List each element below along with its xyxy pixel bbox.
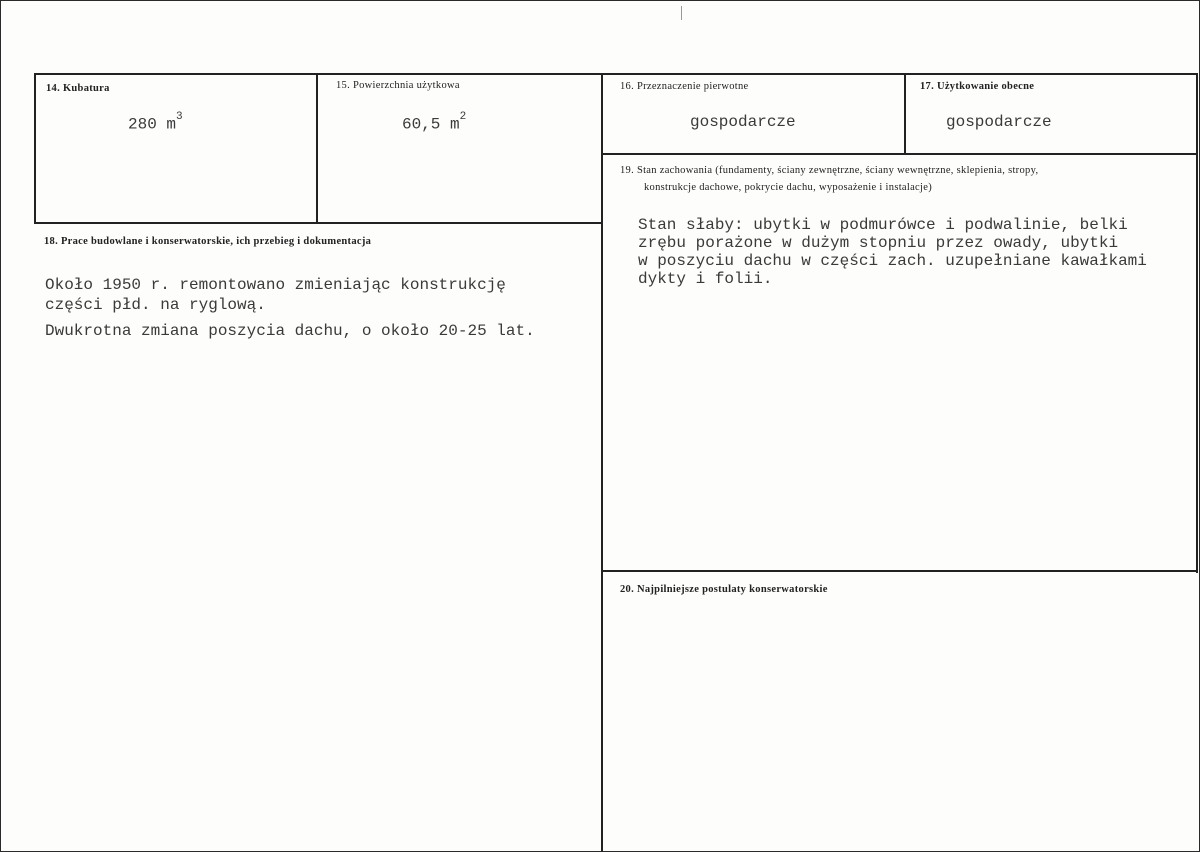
- field-18-text-line: Około 1950 r. remontowano zmieniając konstrukcję: [45, 276, 506, 294]
- grid-line-16-17: [904, 73, 906, 154]
- field-15-label: 15. Powierzchnia użytkowa: [336, 80, 460, 91]
- scan-mark: [681, 6, 682, 20]
- field-17-value: gospodarcze: [946, 113, 1052, 131]
- field-18-text-line: części płd. na ryglową.: [45, 296, 266, 314]
- grid-line-14-18: [34, 222, 603, 224]
- field-16-label: 16. Przeznaczenie pierwotne: [620, 81, 749, 92]
- field-16-value: gospodarcze: [690, 113, 796, 131]
- field-18-label: 18. Prace budowlane i konserwatorskie, ich przebieg i dokumentacja: [44, 236, 372, 247]
- field-19-text-line: w poszyciu dachu w części zach. uzupełniane kawałkami: [638, 252, 1147, 270]
- field-19-label-line2: konstrukcje dachowe, pokrycie dachu, wyposażenie i instalacje): [644, 182, 932, 193]
- field-14-label: 14. Kubatura: [46, 83, 110, 94]
- grid-line-19-20: [603, 570, 1198, 572]
- field-19-text-line: dykty i folii.: [638, 270, 773, 288]
- field-17-label: 17. Użytkowanie obecne: [920, 81, 1035, 92]
- grid-line-left: [34, 73, 36, 223]
- grid-line-right: [1196, 73, 1198, 573]
- field-19-text-line: zrębu porażone w dużym stopniu przez owady, ubytki: [638, 234, 1119, 252]
- field-15-value: 60,5 $m^2$: [402, 111, 467, 134]
- grid-line-top: [34, 73, 1198, 75]
- grid-line-14-15: [316, 73, 318, 223]
- field-14-value: 280 $m^3$: [128, 111, 183, 134]
- field-18-text-line: Dwukrotna zmiana poszycia dachu, o około 20-25 lat.: [45, 322, 535, 340]
- field-19-text-line: Stan słaby: ubytki w podmurówce i podwalinie, belki: [638, 216, 1128, 234]
- field-19-label-line1: 19. Stan zachowania (fundamenty, ściany zewnętrzne, ściany wewnętrzne, sklepienia, stropy,: [620, 165, 1039, 176]
- field-20-label: 20. Najpilniejsze postulaty konserwatorskie: [620, 584, 828, 595]
- grid-line-16-19: [603, 153, 1198, 155]
- grid-line-center: [601, 73, 603, 852]
